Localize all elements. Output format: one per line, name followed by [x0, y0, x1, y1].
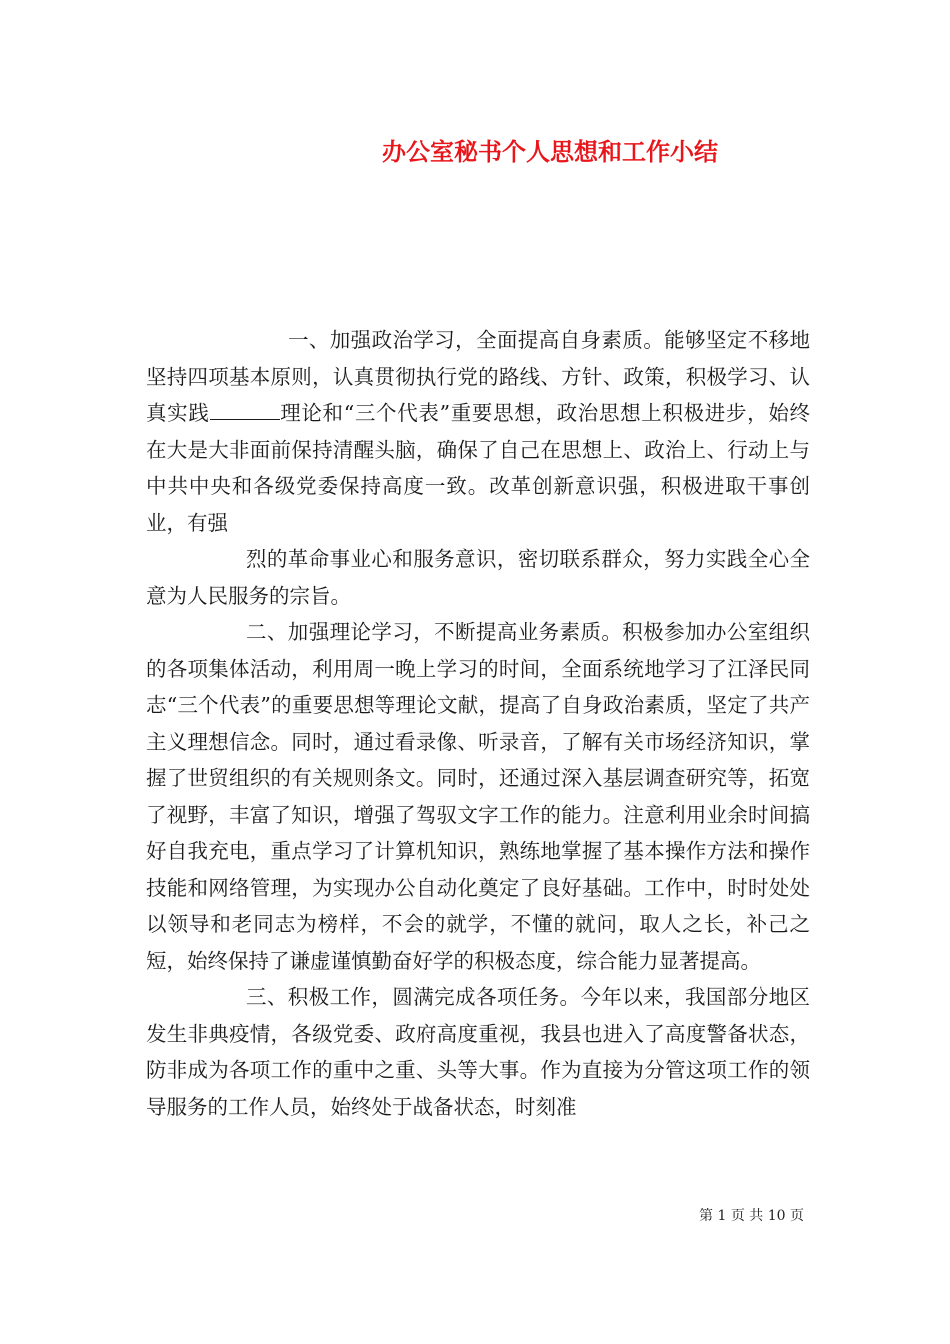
paragraph-2: 烈的革命事业心和服务意识，密切联系群众，努力实践全心全意为人民服务的宗旨。	[146, 547, 810, 608]
paragraph-1-text-after-blank: 理论和“三个代表”重要思想，政治思想上积极进步，始终在大是大非面前保持清醒头脑，确保了自己在思想上、政治上、行动上与中共中央和各级党委保持高度一致。改革创新意识强，积极进取干事创业，有强	[146, 401, 811, 535]
paragraph-1	[146, 322, 810, 541]
paragraph-3: 二、加强理论学习，不断提高业务素质。积极参加办公室组织的各项集体活动，利用周一晚上学习的时间，全面系统地学习了江泽民同志“三个代表”的重要思想等理论文献，提高了自身政治素质，坚定了共产主义理想信念。同时，通过看录像、听录音，了解有关市场经济知识，掌握了世贸组织的有关规则条文。同时，还通过深入基层调查研究等，拓宽了视野，丰富了知识，增强了驾驭文字工作的能力。注意利用业余时间搞好自我充电，重点学习了计算机知识，熟练地掌握了基本操作方法和操作技能和网络管理，为实现办公自动化奠定了良好基础。工作中，时时处处以领导和老同志为榜样，不会的就学，不懂的就问，取人之长，补己之短，始终保持了谦虚谨慎勤奋好学的积极态度，综合能力显著提高。	[146, 620, 810, 973]
document-body	[146, 322, 810, 1125]
document-title: 办公室秘书个人思想和工作小结	[382, 137, 718, 166]
paragraph-1-text-before-blank: 一、加强政治学习，全面提高自身素质。能够坚定不移地坚持四项基本原则，认真贯彻执行党的路线、方针、政策，积极学习、认真实践	[146, 328, 810, 425]
fill-in-blank	[210, 397, 280, 420]
paragraph-4: 三、积极工作，圆满完成各项任务。今年以来，我国部分地区发生非典疫情，各级党委、政府高度重视，我县也进入了高度警备状态，防非成为各项工作的重中之重、头等大事。作为直接为分管这项工作的领导服务的工作人员，始终处于战备状态，时刻准	[146, 985, 810, 1119]
page-number-footer: 第 1 页 共 10 页	[699, 1208, 804, 1224]
